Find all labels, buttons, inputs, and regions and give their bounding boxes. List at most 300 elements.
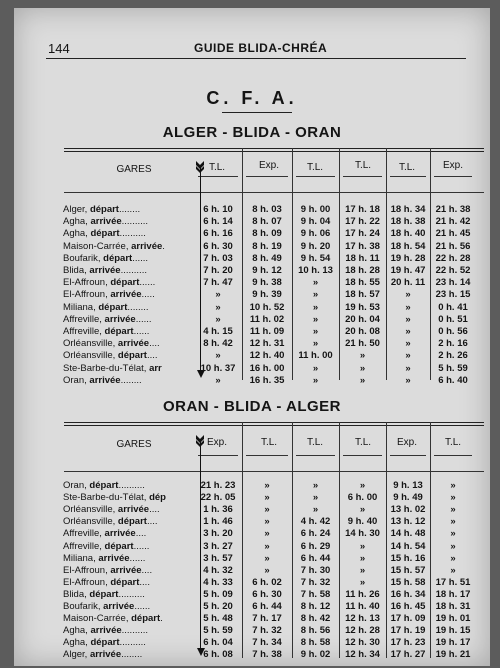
leader-dots: ........ [118, 204, 141, 215]
time-cell: 9 h. 20 [300, 240, 331, 252]
time-cell: » [312, 362, 319, 374]
time-cell: » [312, 338, 319, 350]
time-cell: » [264, 504, 270, 516]
station-status: départ [89, 204, 119, 215]
time-cell: » [312, 504, 319, 516]
leader-dots: ..... [141, 289, 155, 301]
time-cell: » [359, 350, 366, 362]
time-cell: 9 h. 49 [393, 492, 423, 504]
leader-dots: . [162, 240, 165, 252]
time-cell: » [312, 492, 319, 504]
leader-dots: .......... [119, 637, 146, 649]
time-cell: 6 h. 00 [347, 492, 378, 504]
time-cell: » [312, 480, 319, 491]
time-cell: 6 h. 30 [203, 240, 233, 252]
station-name: Orléansville, [63, 516, 118, 528]
station-status: arrivée [89, 649, 122, 661]
column-header-rule [64, 471, 484, 472]
time-cell: 0 h. 56 [438, 326, 468, 337]
column-header-underline [390, 176, 426, 177]
time-cell: 21 h. 42 [435, 216, 471, 228]
time-cell: » [264, 540, 270, 552]
station-status: arrivée [117, 338, 150, 350]
time-cell: » [264, 552, 270, 564]
time-cell: 5 h. 09 [203, 588, 233, 600]
time-cell: 17 h. 19 [390, 625, 426, 637]
station-status: arrivée [104, 313, 136, 325]
time-cell: 18 h. 34 [390, 204, 426, 215]
time-cell: 10 h. 52 [249, 301, 285, 313]
station-status: arrivée [131, 240, 163, 252]
time-cell: » [312, 374, 319, 386]
gares-header: GARES [116, 439, 152, 450]
station-name: Ste-Barbe-du-Télat, [63, 492, 150, 504]
time-cell: 0 h. 51 [438, 313, 468, 325]
station-status: arr [149, 362, 162, 374]
station-name: Orléansville, [63, 350, 118, 362]
time-cell: » [359, 480, 366, 491]
time-cell: 15 h. 16 [390, 552, 426, 564]
time-cell: » [312, 289, 319, 301]
time-cell: 11 h. 00 [298, 350, 333, 362]
time-cell: 8 h. 58 [300, 637, 331, 649]
station-label [63, 289, 155, 300]
time-cell: 19 h. 28 [390, 252, 426, 264]
time-cell: 1 h. 36 [203, 504, 233, 516]
time-cell: 6 h. 40 [438, 374, 468, 386]
time-cell: » [405, 338, 411, 350]
time-cell: 20 h. 11 [390, 277, 426, 289]
station-name: Affreville, [63, 326, 105, 337]
station-name: Maison-Carrée, [63, 240, 132, 252]
time-cell: 14 h. 30 [345, 528, 380, 540]
column-header: T.L. [398, 162, 416, 173]
column-header: T.L. [444, 437, 462, 448]
time-cell: » [264, 480, 270, 491]
station-label [63, 528, 146, 539]
time-cell: 4 h. 42 [300, 516, 331, 528]
time-cell: 3 h. 57 [203, 552, 233, 564]
time-cell: 10 h. 13 [298, 265, 333, 276]
time-cell: 18 h. 54 [390, 240, 426, 252]
time-cell: » [405, 350, 411, 362]
time-cell: 8 h. 03 [252, 204, 282, 215]
station-label [63, 541, 149, 552]
station-name: El-Affroun, [63, 277, 111, 289]
station-name: Agha, [63, 228, 91, 240]
column-header-underline [296, 455, 335, 456]
time-cell: 6 h. 44 [300, 552, 331, 564]
station-label [63, 480, 145, 491]
time-cell: 11 h. 40 [345, 601, 380, 612]
leader-dots: ...... [133, 326, 150, 337]
station-name: Affreville, [63, 313, 105, 325]
station-status: arrivée [89, 265, 121, 276]
time-cell: 9 h. 12 [252, 265, 282, 276]
time-cell: 8 h. 56 [300, 625, 331, 637]
time-cell: 7 h. 30 [300, 564, 331, 576]
time-cell: 12 h. 31 [249, 338, 285, 350]
leader-dots: ...... [139, 277, 156, 289]
time-cell: » [215, 350, 221, 362]
time-cell: » [312, 326, 319, 337]
column-header: Exp. [396, 437, 417, 448]
station-name: Blida, [63, 265, 90, 276]
gares-header: GARES [116, 164, 152, 175]
leader-dots: .... [141, 564, 153, 576]
time-cell: 23 h. 15 [435, 289, 471, 301]
time-cell: 9 h. 54 [300, 252, 331, 264]
time-cell: » [215, 313, 221, 325]
guide-page [14, 8, 490, 666]
time-cell: 7 h. 34 [252, 637, 282, 649]
station-label [63, 204, 140, 215]
station-label [63, 338, 160, 349]
time-cell: 7 h. 03 [203, 252, 233, 264]
station-name: Agha, [63, 637, 91, 649]
station-label [63, 228, 146, 239]
station-status: départ [117, 350, 147, 362]
time-cell: » [450, 504, 456, 516]
station-status: arrivée [110, 289, 142, 301]
leader-dots: .......... [118, 588, 145, 600]
time-cell: 21 h. 45 [435, 228, 471, 240]
station-status: départ [117, 516, 147, 528]
time-cell: 17 h. 22 [345, 216, 380, 228]
time-cell: 18 h. 31 [435, 601, 471, 612]
station-label [63, 326, 149, 337]
time-cell: 17 h. 51 [435, 576, 471, 588]
station-status: départ [89, 588, 119, 600]
station-status: départ [98, 301, 128, 313]
time-cell: 18 h. 38 [390, 216, 426, 228]
leader-dots: .......... [119, 228, 146, 240]
time-cell: 13 h. 02 [390, 504, 426, 516]
station-name: El-Affroun, [63, 289, 111, 301]
time-cell: 6 h. 44 [252, 601, 282, 612]
time-cell: 5 h. 59 [438, 362, 468, 374]
leader-dots: ...... [134, 601, 151, 612]
time-cell: 17 h. 27 [390, 649, 426, 661]
time-cell: 23 h. 14 [435, 277, 471, 289]
time-cell: 7 h. 17 [252, 613, 282, 625]
leader-dots: .... [135, 528, 147, 540]
time-cell: 9 h. 13 [393, 480, 423, 491]
station-label [63, 565, 152, 576]
leader-dots: ...... [132, 252, 149, 264]
station-status: arrivée [89, 374, 121, 386]
station-status: départ [131, 613, 161, 625]
time-cell: » [215, 374, 221, 386]
time-cell: 20 h. 04 [345, 313, 380, 325]
time-cell: 4 h. 32 [203, 564, 233, 576]
column-header: T.L. [306, 437, 324, 448]
time-cell: 16 h. 35 [249, 374, 285, 386]
column-header-underline [296, 176, 335, 177]
station-label [63, 302, 149, 313]
time-cell: 17 h. 23 [390, 637, 426, 649]
time-cell: 22 h. 52 [435, 265, 471, 276]
column-header-underline [434, 455, 472, 456]
time-cell: 8 h. 42 [203, 338, 233, 350]
time-cell: » [215, 301, 221, 313]
station-name: Maison-Carrée, [63, 613, 132, 625]
station-label [63, 241, 165, 252]
time-cell: 21 h. 50 [345, 338, 380, 350]
time-cell: » [405, 326, 411, 337]
time-cell: 7 h. 38 [252, 649, 282, 661]
leader-dots: . [160, 613, 163, 625]
time-cell: 12 h. 13 [345, 613, 380, 625]
station-name: Alger, [63, 204, 90, 215]
leader-dots: .......... [120, 265, 147, 276]
time-cell: 6 h. 30 [252, 588, 282, 600]
time-cell: 9 h. 40 [347, 516, 378, 528]
time-cell: » [450, 564, 456, 576]
column-header: T.L. [306, 162, 324, 173]
time-cell: » [405, 289, 411, 301]
time-cell: » [264, 564, 270, 576]
time-cell: 6 h. 29 [300, 540, 331, 552]
time-cell: 17 h. 38 [345, 240, 380, 252]
time-cell: 9 h. 00 [300, 204, 331, 215]
time-cell: 18 h. 40 [390, 228, 426, 240]
station-name: Oran, [63, 480, 90, 491]
station-name: Agha, [63, 216, 91, 228]
station-status: arrivée [90, 625, 122, 637]
station-name: Orléansville, [63, 338, 118, 350]
time-cell: 12 h. 28 [345, 625, 380, 637]
time-cell: 16 h. 45 [390, 601, 426, 612]
time-cell: 7 h. 20 [203, 265, 233, 276]
station-label [63, 649, 142, 660]
station-name: Miliana, [63, 552, 99, 564]
time-cell: 8 h. 07 [252, 216, 282, 228]
leader-dots: .... [146, 350, 158, 362]
time-cell: 12 h. 30 [345, 637, 380, 649]
time-cell: 0 h. 41 [438, 301, 468, 313]
time-cell: » [264, 528, 270, 540]
time-cell: 7 h. 47 [203, 277, 233, 289]
column-header-underline [343, 176, 382, 177]
station-status: départ [90, 228, 120, 240]
time-cell: 13 h. 12 [390, 516, 426, 528]
station-name: El-Affroun, [63, 564, 111, 576]
leader-dots: ...... [129, 552, 146, 564]
time-cell: 8 h. 09 [252, 228, 282, 240]
time-cell: » [450, 516, 456, 528]
time-cell: 12 h. 40 [249, 350, 285, 362]
column-header: T.L. [354, 437, 372, 448]
time-cell: 16 h. 00 [249, 362, 285, 374]
time-cell: 11 h. 09 [249, 326, 285, 337]
time-cell: 10 h. 37 [200, 362, 236, 374]
time-cell: 17 h. 24 [345, 228, 380, 240]
time-cell: 22 h. 28 [435, 252, 471, 264]
time-cell: » [405, 362, 411, 374]
time-cell: » [359, 552, 366, 564]
station-label [63, 589, 145, 600]
station-label [63, 504, 160, 515]
time-cell: 21 h. 38 [435, 204, 471, 215]
station-label [63, 516, 158, 527]
time-cell: 9 h. 02 [300, 649, 331, 661]
time-cell: 19 h. 01 [435, 613, 471, 625]
time-cell: » [359, 564, 366, 576]
arrow-feather-icon [196, 160, 204, 172]
time-cell: 8 h. 19 [252, 240, 282, 252]
station-label [63, 216, 148, 227]
station-name: Affreville, [63, 540, 105, 552]
time-cell: 11 h. 02 [249, 313, 285, 325]
time-cell: 20 h. 08 [345, 326, 380, 337]
time-cell: 6 h. 16 [203, 228, 233, 240]
leader-dots: .... [149, 504, 160, 516]
column-header-underline [390, 455, 426, 456]
station-label [63, 375, 142, 386]
station-label [63, 553, 145, 564]
time-cell: 2 h. 26 [438, 350, 468, 362]
leader-dots: ...... [135, 313, 152, 325]
time-cell: 16 h. 34 [390, 588, 426, 600]
leader-dots: .......... [121, 216, 149, 228]
column-header: Exp. [206, 437, 227, 448]
column-header: Exp. [258, 160, 279, 171]
time-cell: 12 h. 34 [345, 649, 380, 661]
station-name: Boufarik, [63, 601, 104, 612]
time-cell: 9 h. 04 [300, 216, 331, 228]
station-status: départ [90, 637, 120, 649]
header-rule [46, 58, 466, 59]
column-header-underline [434, 176, 472, 177]
station-name: Oran, [63, 374, 90, 386]
time-cell: 19 h. 47 [390, 265, 426, 276]
time-cell: 18 h. 57 [345, 289, 380, 301]
station-name: El-Affroun, [63, 576, 111, 588]
station-status: départ [110, 576, 140, 588]
time-cell: » [215, 289, 221, 301]
section-title-rule [222, 112, 292, 113]
time-cell: 5 h. 48 [203, 613, 233, 625]
time-cell: 18 h. 17 [435, 588, 471, 600]
leader-dots: .......... [121, 625, 149, 637]
time-cell: 9 h. 06 [300, 228, 331, 240]
time-cell: 2 h. 16 [438, 338, 468, 350]
time-cell: 19 h. 17 [435, 637, 471, 649]
time-cell: 18 h. 11 [345, 252, 380, 264]
time-cell: 3 h. 27 [203, 540, 233, 552]
time-cell: 7 h. 32 [300, 576, 331, 588]
time-cell: 14 h. 48 [390, 528, 426, 540]
leader-dots: ........ [120, 374, 142, 386]
station-status: départ [89, 480, 119, 491]
column-header: T.L. [260, 437, 278, 448]
station-label [63, 253, 148, 264]
time-cell: » [450, 552, 456, 564]
route-title: ALGER - BLIDA - ORAN [162, 124, 342, 141]
time-cell: 18 h. 55 [345, 277, 380, 289]
station-label [63, 613, 163, 624]
time-cell: 6 h. 08 [203, 649, 233, 661]
time-cell: » [450, 480, 456, 491]
time-cell: 1 h. 46 [203, 516, 233, 528]
time-cell: » [359, 540, 366, 552]
leader-dots: .... [149, 338, 160, 350]
leader-dots: ...... [133, 540, 150, 552]
time-cell: 7 h. 32 [252, 625, 282, 637]
column-header-underline [246, 455, 288, 456]
time-cell: 6 h. 02 [252, 576, 282, 588]
station-status: arrivée [110, 564, 142, 576]
station-label [63, 314, 152, 325]
time-cell: 15 h. 57 [390, 564, 426, 576]
time-cell: 7 h. 58 [300, 588, 331, 600]
leader-dots: .......... [118, 480, 145, 491]
time-cell: 6 h. 10 [203, 204, 233, 215]
station-label [63, 577, 150, 588]
station-status: dép [149, 492, 166, 504]
station-status: arrivée [117, 504, 150, 516]
station-label [63, 637, 146, 648]
station-status: départ [104, 326, 134, 337]
station-status: départ [110, 277, 140, 289]
time-cell: 6 h. 04 [203, 637, 233, 649]
time-cell: » [450, 540, 456, 552]
station-status: arrivée [98, 552, 130, 564]
time-cell: 9 h. 38 [252, 277, 282, 289]
time-cell: 14 h. 54 [390, 540, 426, 552]
column-header: Exp. [442, 160, 463, 171]
time-cell: » [264, 516, 270, 528]
time-cell: 19 h. 15 [435, 625, 471, 637]
time-cell: » [312, 313, 319, 325]
time-cell: » [359, 374, 366, 386]
station-status: arrivée [103, 601, 135, 612]
time-cell: 6 h. 24 [300, 528, 331, 540]
table-top-rule [64, 148, 484, 152]
station-name: Boufarik, [63, 252, 104, 264]
time-cell: 4 h. 15 [203, 326, 233, 337]
time-cell: 8 h. 49 [252, 252, 282, 264]
page-number: 144 [48, 41, 70, 56]
column-header-underline [198, 455, 238, 456]
time-cell: » [405, 313, 411, 325]
time-cell: 5 h. 59 [203, 625, 233, 637]
column-header-underline [198, 176, 238, 177]
column-header: T.L. [208, 162, 226, 173]
time-cell: 9 h. 39 [252, 289, 282, 301]
station-label [63, 277, 155, 288]
station-label [63, 492, 166, 503]
time-cell: » [405, 301, 411, 313]
section-title: C. F. A. [206, 88, 298, 108]
time-cell: 8 h. 42 [300, 613, 331, 625]
station-label [63, 601, 150, 612]
station-name: Miliana, [63, 301, 99, 313]
time-cell: 18 h. 28 [345, 265, 380, 276]
time-cell: » [312, 277, 319, 289]
station-status: arrivée [104, 528, 136, 540]
time-cell: 19 h. 21 [435, 649, 471, 661]
time-cell: » [359, 576, 366, 588]
station-name: Agha, [63, 625, 91, 637]
time-cell: 19 h. 53 [345, 301, 380, 313]
table-top-rule [64, 422, 484, 426]
leader-dots: ........ [127, 301, 149, 313]
time-cell: 11 h. 26 [345, 588, 380, 600]
column-header-underline [343, 455, 382, 456]
arrow-feather-icon [196, 434, 204, 446]
